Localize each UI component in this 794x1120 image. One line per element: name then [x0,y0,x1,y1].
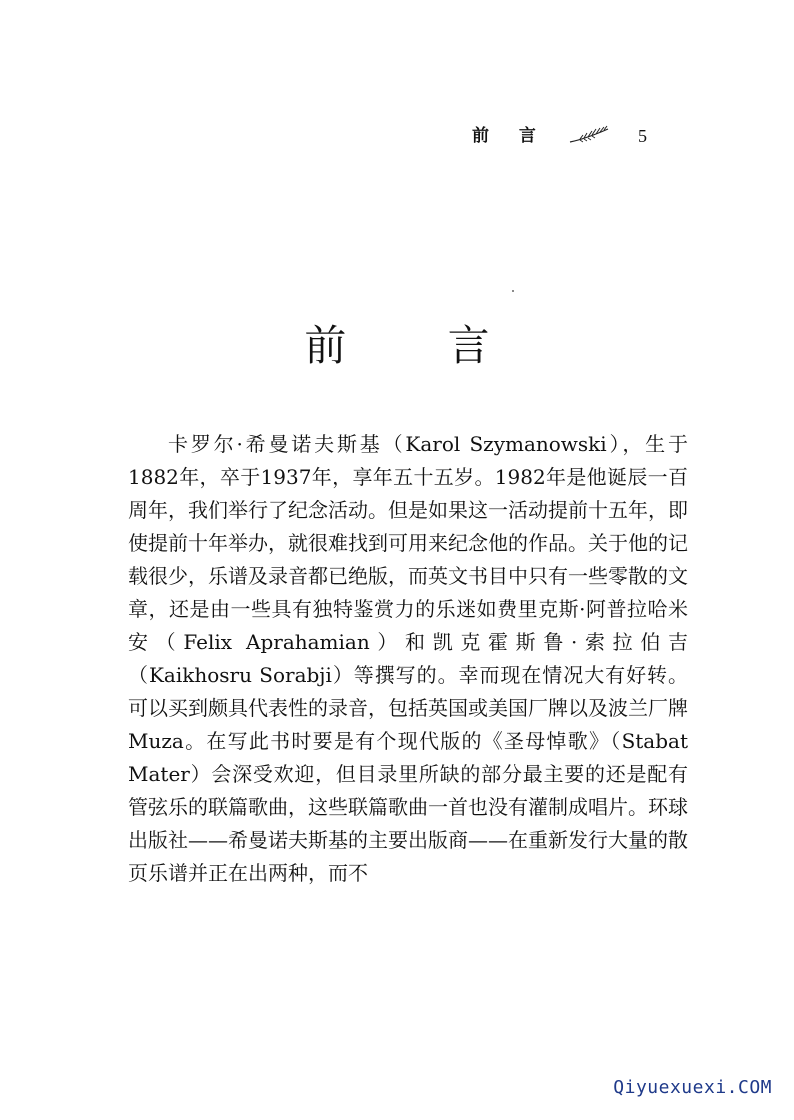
site-watermark: Qiyuexuexi.COM [613,1077,772,1098]
page-number: 5 [638,126,647,146]
body-paragraph: 卡罗尔·希曼诺夫斯基（Karol Szymanowski），生于1882年，卒于1937年，享年五十五岁。1982年是他诞辰一百周年，我们举行了纪念活动。但是如果这一活动提前十五年，即使提前十年举办，就很难找到可用来纪念他的作品。关于他的记载很少，乐谱及录音都已绝版，而英文书目中只有一些零散的文章，还是由一些具有独特鉴赏力的乐迷如费里克斯·阿普拉哈米安（Felix Aprahamian）和凯克霍斯鲁·索拉伯吉（Kaikhosru Sorabji）等撰写的。幸而现在情况大有好转。可以买到颇具代表性的录音，包括英国或美国厂牌以及波兰厂牌Muza。在写此书时要是有个现代版的《圣母悼歌》（Stabat Mater）会深受欢迎，但目录里所缺的部分最主要的还是配有管弦乐的联篇歌曲，这些联篇歌曲一首也没有灌制成唱片。环球出版社——希曼诺夫斯基的主要出版商——在重新发行大量的散页乐谱并正在出两种，而不 [128,432,688,885]
running-title: 前 言 [472,126,548,146]
feather-ornament-icon [568,124,612,148]
print-speck [512,290,514,292]
chapter-title: 前 言 [304,321,534,371]
running-header [472,124,672,154]
